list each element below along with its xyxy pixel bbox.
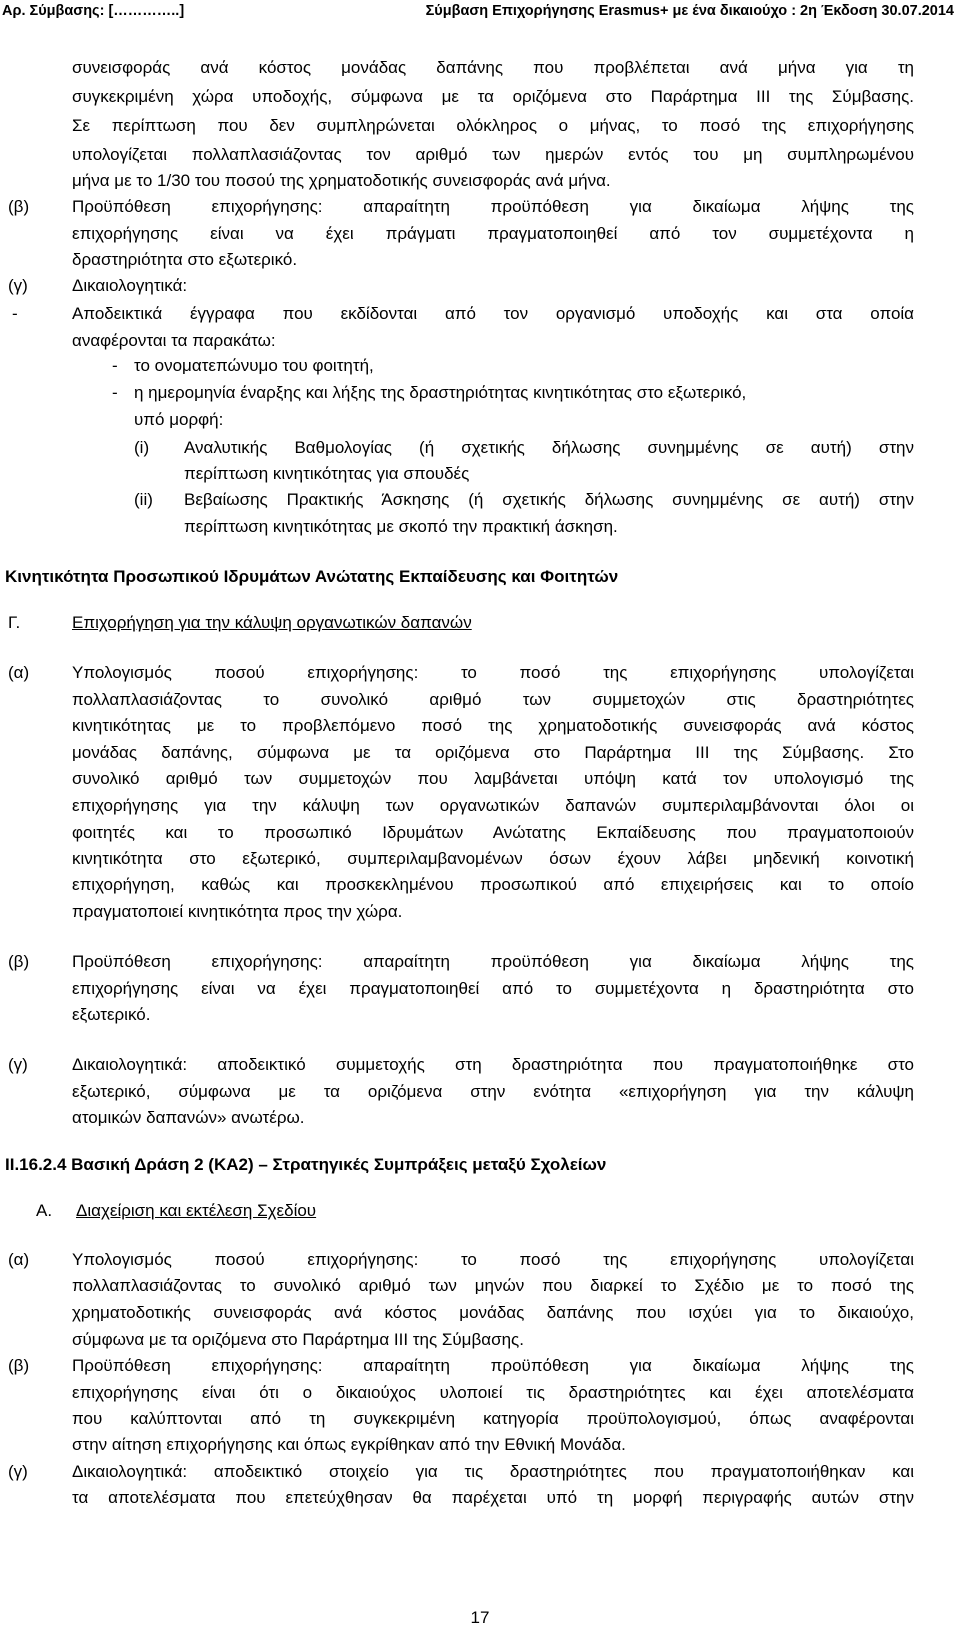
text-line: Προϋπόθεση επιχορήγησης: απαραίτητη προϋπόθεση για δικαίωμα λήψης της bbox=[72, 1356, 914, 1375]
item-marker-i: (i) bbox=[134, 438, 150, 457]
text-line: υπό μορφή: bbox=[134, 410, 224, 429]
text-line: πραγματοποιεί κινητικότητα προς την χώρα. bbox=[72, 902, 403, 921]
text-line: πολλαπλασιάζοντας το συνολικό αριθμό των μηνών που διαρκεί το Σχέδιο με το ποσό της bbox=[72, 1276, 914, 1295]
text-line: σύμφωνα με τα οριζόμενα στο Παράρτημα ΙΙΙ της Σύμβασης. bbox=[72, 1330, 524, 1349]
text-line: Δικαιολογητικά: αποδεικτικό συμμετοχής στη δραστηριότητα που πραγματοποιήθηκε στο bbox=[72, 1055, 914, 1074]
text-line: Βεβαίωσης Πρακτικής Άσκησης (ή σχετικής δήλωσης συνημμένης σε αυτή) στην bbox=[184, 490, 914, 509]
subsection-title: Διαχείριση και εκτέλεση Σχεδίου bbox=[76, 1201, 317, 1220]
text-line: χρηματοδοτικής συνεισφοράς ανά κόστος μονάδας δαπάνης που ισχύει για το δικαιούχο, bbox=[72, 1303, 914, 1322]
item-marker-g: (γ) bbox=[8, 1462, 28, 1481]
dash-marker: - bbox=[12, 304, 18, 323]
text-line: εξωτερικό. bbox=[72, 1005, 151, 1024]
text-line: εξωτερικό, σύμφωνα με τα οριζόμενα στην ενότητα «επιχορήγηση για την κάλυψη bbox=[72, 1082, 914, 1101]
section-marker: Α. bbox=[36, 1201, 53, 1220]
item-marker-b: (β) bbox=[8, 1356, 30, 1375]
dash-marker: - bbox=[112, 356, 118, 375]
subsection-title: Επιχορήγηση για την κάλυψη οργανωτικών δαπανών bbox=[72, 613, 472, 632]
item-marker-a: (α) bbox=[8, 663, 30, 682]
text-line: δραστηριότητα στο εξωτερικό. bbox=[72, 250, 298, 269]
item-marker-g: (γ) bbox=[8, 276, 28, 295]
text-line: συγκεκριμένη χώρα υποδοχής, σύμφωνα με τα οριζόμενα στο Παράρτημα ΙΙΙ της Σύμβασης. bbox=[72, 87, 914, 106]
text-line: φοιτητές και το προσωπικό Ιδρυμάτων Ανώτατης Εκπαίδευσης που πραγματοποιούν bbox=[72, 823, 914, 842]
text-line: επιχορήγηση, καθώς και προσκεκλημένου προσωπικού από επιχειρήσεις και το οποίο bbox=[72, 875, 914, 894]
text-line: επιχορήγησης είναι να έχει πράγματι πραγματοποιηθεί από τον συμμετέχοντα η bbox=[72, 224, 914, 243]
text-line: υπολογίζεται πολλαπλασιάζοντας τον αριθμό των ημερών εντός του μη συμπληρωμένου bbox=[72, 145, 914, 164]
text-line: Δικαιολογητικά: αποδεικτικό στοιχείο για τις δραστηριότητες που πραγματοποιήθηκαν και bbox=[72, 1462, 914, 1481]
text-line: συνολικό αριθμό των συμμετοχών που λαμβάνεται υπόψη κατά τον υπολογισμό της bbox=[72, 769, 914, 788]
text-line: κινητικότητας με το προβλεπόμενο ποσό της χρηματοδοτικής συνεισφοράς ανά κόστος bbox=[72, 716, 914, 735]
text-line: η ημερομηνία έναρξης και λήξης της δραστηριότητας κινητικότητας στο εξωτερικό, bbox=[134, 383, 747, 402]
text-line: πολλαπλασιάζοντας το συνολικό αριθμό των συμμετοχών στις δραστηριότητες bbox=[72, 690, 914, 709]
text-line: ατομικών δαπανών» ανωτέρω. bbox=[72, 1108, 305, 1127]
header-contract-number: Αρ. Σύμβασης: […………..] bbox=[2, 3, 185, 19]
text-line: Υπολογισμός ποσού επιχορήγησης: το ποσό της επιχορήγησης υπολογίζεται bbox=[72, 1250, 914, 1269]
dash-marker: - bbox=[112, 383, 118, 402]
section-heading: ΙΙ.16.2.4 Βασική Δράση 2 (ΚΑ2) – Στρατηγικές Συμπράξεις μεταξύ Σχολείων bbox=[5, 1155, 607, 1174]
text-line: που καλύπτονται από τη συγκεκριμένη κατηγορία προϋπολογισμού, όπως αναφέρονται bbox=[72, 1409, 914, 1428]
text-line: περίπτωση κινητικότητας για σπουδές bbox=[184, 464, 470, 483]
text-line: στην αίτηση επιχορήγησης και όπως εγκρίθηκαν από την Εθνική Μονάδα. bbox=[72, 1435, 626, 1454]
item-marker-ii: (ii) bbox=[134, 490, 153, 509]
item-marker-b: (β) bbox=[8, 197, 30, 216]
page-header bbox=[0, 3, 960, 25]
item-marker-a: (α) bbox=[8, 1250, 30, 1269]
section-marker: Γ. bbox=[8, 613, 21, 632]
text-line: Αναλυτικής Βαθμολογίας (ή σχετικής δήλωσης συνημμένης σε αυτή) στην bbox=[184, 438, 914, 457]
text-line: επιχορήγησης είναι να έχει πραγματοποιηθεί από το συμμετέχοντα η δραστηριότητα στο bbox=[72, 979, 914, 998]
text-line: Προϋπόθεση επιχορήγησης: απαραίτητη προϋπόθεση για δικαίωμα λήψης της bbox=[72, 952, 914, 971]
text-line: τα αποτελέσματα που επετεύχθησαν θα παρέχεται υπό τη μορφή περιγραφής αυτών στην bbox=[72, 1488, 914, 1507]
text-line: μήνα με το 1/30 του ποσού της χρηματοδοτικής συνεισφοράς ανά μήνα. bbox=[72, 171, 611, 190]
text-line: Υπολογισμός ποσού επιχορήγησης: το ποσό της επιχορήγησης υπολογίζεται bbox=[72, 663, 914, 682]
text-line: επιχορήγησης είναι ότι ο δικαιούχος υλοποιεί τις δραστηριότητες και έχει αποτελέσματα bbox=[72, 1383, 914, 1402]
text-line: αναφέρονται τα παρακάτω: bbox=[72, 331, 276, 350]
item-marker-g: (γ) bbox=[8, 1055, 28, 1074]
text-line: συνεισφοράς ανά κόστος μονάδας δαπάνης που προβλέπεται ανά μήνα για τη bbox=[72, 58, 914, 77]
text-line: μονάδας δαπάνης, σύμφωνα με τα οριζόμενα στο Παράρτημα ΙΙΙ της Σύμβασης. Στο bbox=[72, 743, 914, 762]
text-line: περίπτωση κινητικότητας με σκοπό την πρακτική άσκηση. bbox=[184, 517, 618, 536]
section-heading: Κινητικότητα Προσωπικού Ιδρυμάτων Ανώτατης Εκπαίδευσης και Φοιτητών bbox=[5, 567, 619, 586]
text-line: Δικαιολογητικά: bbox=[72, 276, 188, 295]
text-line: Αποδεικτικά έγγραφα που εκδίδονται από τον οργανισμό υποδοχής και στα οποία bbox=[72, 304, 914, 323]
text-line: Προϋπόθεση επιχορήγησης: απαραίτητη προϋπόθεση για δικαίωμα λήψης της bbox=[72, 197, 914, 216]
item-marker-b: (β) bbox=[8, 952, 30, 971]
text-line: επιχορήγησης για την κάλυψη των οργανωτικών δαπανών συμπεριλαμβάνονται όλοι οι bbox=[72, 796, 914, 815]
text-line: Σε περίπτωση που δεν συμπληρώνεται ολόκληρος ο μήνας, το ποσό της επιχορήγησης bbox=[72, 116, 914, 135]
page-number: 17 bbox=[470, 1608, 490, 1627]
text-line: το ονοματεπώνυμο του φοιτητή, bbox=[134, 356, 374, 375]
header-contract-title: Σύμβαση Επιχορήγησης Erasmus+ με ένα δικαιούχο : 2η Έκδοση 30.07.2014 bbox=[425, 3, 954, 19]
text-line: κινητικότητα στο εξωτερικό, συμπεριλαμβανομένων όσων έχουν λάβει μηδενική κοινοτική bbox=[72, 849, 914, 868]
